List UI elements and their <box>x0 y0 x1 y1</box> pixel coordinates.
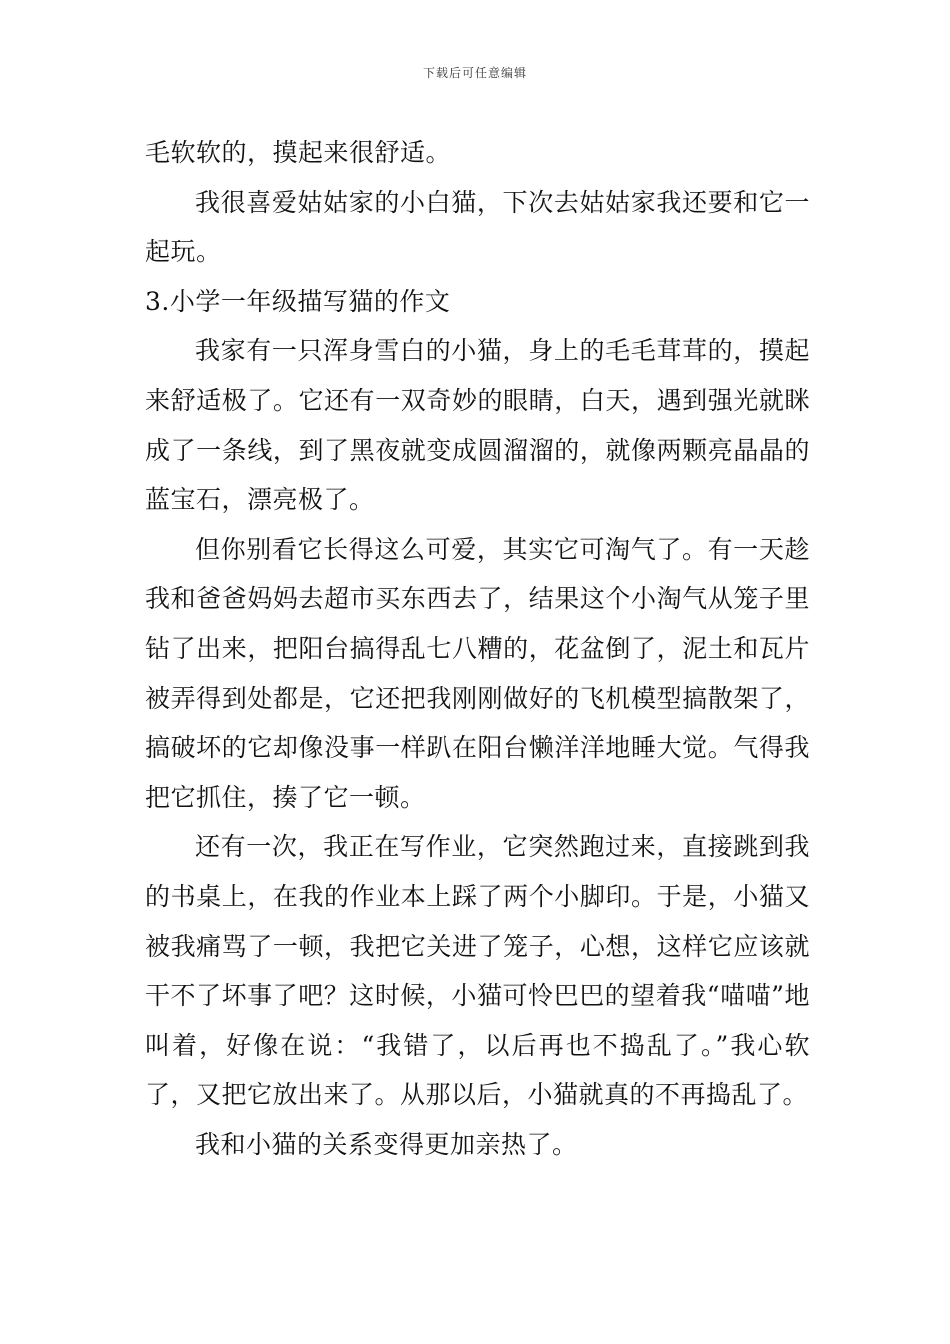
paragraph-1: 我很喜爱姑姑家的小白猫，下次去姑姑家我还要和它一起玩。 <box>145 187 810 267</box>
document-body <box>145 128 810 1169</box>
paragraph-5: 我和小猫的关系变得更加亲热了。 <box>195 1129 578 1159</box>
paragraph-3: 但你别看它长得这么可爱，其实它可淘气了。有一天趁我和爸爸妈妈去超市买东西去了，结果这个小淘气从笼子里钻了出来，把阳台搞得乱七八糟的，花盆倒了，泥土和瓦片被弄得到处都是，它还把我刚刚做好的飞机模型搞散架了，搞破坏的它却像没事一样趴在阳台懒洋洋地睡大觉。气得我把它抓住，揍了它一顿。 <box>145 534 810 812</box>
page-header: 下载后可任意编辑 <box>422 66 527 80</box>
paragraph-4: 还有一次，我正在写作业，它突然跑过来，直接跳到我的书桌上，在我的作业本上踩了两个小脚印。于是，小猫又被我痛骂了一顿，我把它关进了笼子，心想，这样它应该就干不了坏事了吧？这时候，小猫可怜巴巴的望着我“喵喵”地叫着，好像在说：“我错了，以后再也不捣乱了。”我心软了，又把它放出来了。从那以后，小猫就真的不再捣乱了。 <box>145 832 810 1110</box>
section-heading: 3.小学一年级描写猫的作文 <box>145 286 451 316</box>
paragraph-continuation: 毛软软的，摸起来很舒适。 <box>145 138 452 167</box>
paragraph-2: 我家有一只浑身雪白的小猫，身上的毛毛茸茸的，摸起来舒适极了。它还有一双奇妙的眼睛，白天，遇到强光就眯成了一条线，到了黑夜就变成圆溜溜的，就像两颗亮晶晶的蓝宝石，漂亮极了。 <box>145 336 810 515</box>
